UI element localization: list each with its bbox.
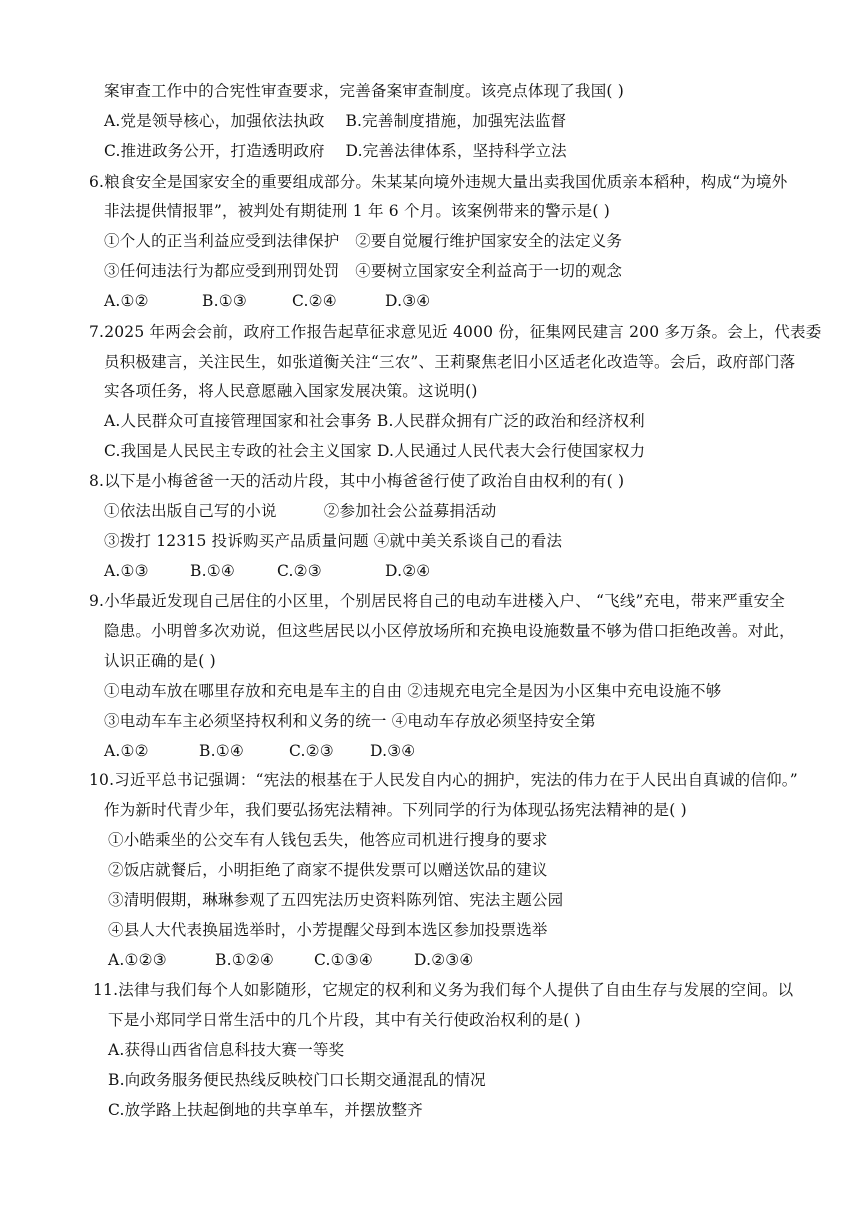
q6-option-d: D.③④ bbox=[385, 292, 431, 310]
q10-stem: 10.习近平总书记强调：“宪法的根基在于人民发自内心的拥护，宪法的伟力在于人民出自真诚的信仰。” bbox=[89, 771, 798, 789]
q9-stem: 认识正确的是( ) bbox=[104, 652, 216, 670]
q10-statement: ①小皓乘坐的公交车有人钱包丢失，他答应司机进行搜身的要求 bbox=[108, 831, 548, 849]
q8-statement: ①依法出版自己写的小说 ②参加社会公益募捐活动 bbox=[104, 502, 497, 520]
q10-option-d: D.②③④ bbox=[414, 951, 474, 969]
q5-options-cd: C.推进政务公开，打造透明政府 D.完善法律体系，坚持科学立法 bbox=[104, 142, 567, 160]
q9-option-a: A.①② bbox=[104, 742, 149, 760]
q9-stem: 隐患。小明曾多次劝说，但这些居民以小区停放场所和充换电设施数量不够为借口拒绝改善。对此， bbox=[104, 622, 795, 640]
q5-stem-tail: 案审查工作中的合宪性审查要求，完善备案审查制度。该亮点体现了我国( ) bbox=[104, 82, 625, 100]
q6-option-b: B.①③ bbox=[202, 292, 247, 310]
q8-statement: ③拨打 12315 投诉购买产品质量问题 ④就中美关系谈自己的看法 bbox=[104, 532, 563, 550]
q7-stem: 7.2025 年两会会前，政府工作报告起草征求意见近 4000 份，征集网民建言 200 多万条。会上，代表委 bbox=[89, 323, 822, 341]
q11-option-a: A.获得山西省信息科技大赛一等奖 bbox=[108, 1041, 345, 1059]
q7-options-ab: A.人民群众可直接管理国家和社会事务 B.人民群众拥有广泛的政治和经济权利 bbox=[104, 412, 645, 430]
q10-statement: ④县人大代表换届选举时，小芳提醒父母到本选区参加投票选举 bbox=[108, 921, 548, 939]
q6-option-c: C.②④ bbox=[292, 292, 337, 310]
q8-stem: 8.以下是小梅爸爸一天的活动片段，其中小梅爸爸行使了政治自由权利的有( ) bbox=[89, 472, 625, 490]
q9-stem: 9.小华最近发现自己居住的小区里，个别居民将自己的电动车进楼入户、 “飞线”充电，带来严重安全 bbox=[89, 592, 785, 610]
q6-option-a: A.①② bbox=[104, 292, 149, 310]
q9-statement: ③电动车车主必须坚持权利和义务的统一 ④电动车存放必须坚持安全第 bbox=[104, 712, 596, 730]
q11-option-b: B.向政务服务便民热线反映校门口长期交通混乱的情况 bbox=[108, 1071, 486, 1089]
q6-statement: ③任何违法行为都应受到刑罚处罚 ④要树立国家安全利益高于一切的观念 bbox=[104, 262, 623, 280]
q10-statement: ③清明假期，琳琳参观了五四宪法历史资料陈列馆、宪法主题公园 bbox=[108, 891, 564, 909]
q8-option-b: B.①④ bbox=[190, 562, 235, 580]
q7-stem: 员积极建言，关注民生，如张道衡关注“三农”、王莉聚焦老旧小区适老化改造等。会后，政府部门落 bbox=[104, 353, 796, 371]
q7-stem: 实各项任务，将人民意愿融入国家发展决策。这说明() bbox=[104, 382, 478, 400]
q9-option-c: C.②③ bbox=[289, 742, 334, 760]
q10-option-c: C.①③④ bbox=[314, 951, 373, 969]
q9-statement: ①电动车放在哪里存放和充电是车主的自由 ②违规充电完全是因为小区集中充电设施不够 bbox=[104, 682, 722, 700]
q8-option-a: A.①③ bbox=[104, 562, 149, 580]
q6-stem: 6.粮食安全是国家安全的重要组成部分。朱某某向境外违规大量出卖我国优质亲本稻种，构成“为境外 bbox=[89, 173, 788, 191]
q9-option-d: D.③④ bbox=[370, 742, 416, 760]
q8-option-c: C.②③ bbox=[277, 562, 322, 580]
q6-stem: 非法提供情报罪”，被判处有期徒刑 1 年 6 个月。该案例带来的警示是( ) bbox=[104, 202, 610, 220]
q11-option-c: C.放学路上扶起倒地的共享单车，并摆放整齐 bbox=[108, 1101, 423, 1119]
q10-statement: ②饭店就餐后，小明拒绝了商家不提供发票可以赠送饮品的建议 bbox=[108, 861, 548, 879]
q7-options-cd: C.我国是人民民主专政的社会主义国家 D.人民通过人民代表大会行使国家权力 bbox=[104, 442, 646, 460]
q10-stem: 作为新时代青少年，我们要弘扬宪法精神。下列同学的行为体现弘扬宪法精神的是( ) bbox=[104, 801, 687, 819]
q10-option-b: B.①②④ bbox=[215, 951, 275, 969]
q6-statement: ①个人的正当利益应受到法律保护 ②要自觉履行维护国家安全的法定义务 bbox=[104, 232, 623, 250]
q11-stem: 下是小郑同学日常生活中的几个片段，其中有关行使政治权利的是( ) bbox=[108, 1011, 581, 1029]
q11-stem: 11.法律与我们每个人如影随形，它规定的权利和义务为我们每个人提供了自由生存与发展的空间。以 bbox=[93, 981, 794, 999]
q8-option-d: D.②④ bbox=[385, 562, 431, 580]
q9-option-b: B.①④ bbox=[199, 742, 244, 760]
q10-option-a: A.①②③ bbox=[108, 951, 167, 969]
q5-options-ab: A.党是领导核心，加强依法执政 B.完善制度措施，加强宪法监督 bbox=[104, 112, 567, 130]
